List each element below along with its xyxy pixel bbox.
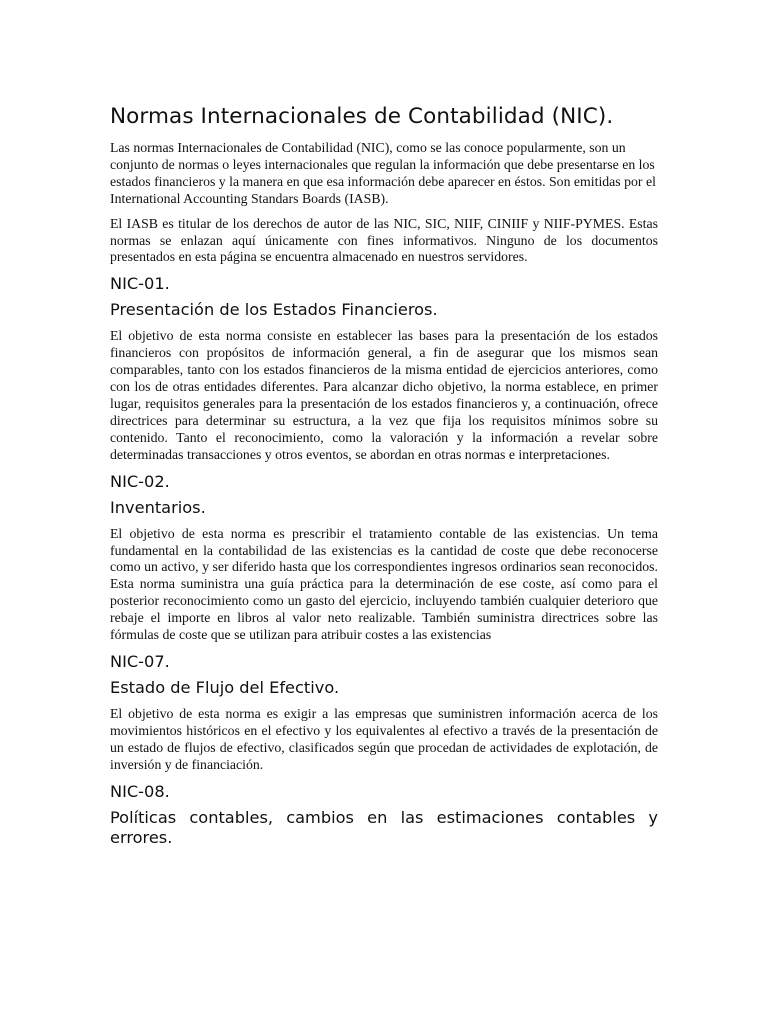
section-code: NIC-08. [110, 781, 170, 801]
section-nic-08 [110, 782, 658, 848]
section-nic-01 [110, 274, 658, 463]
section-code: NIC-01. [110, 274, 170, 294]
section-name: Inventarios. [110, 497, 206, 517]
section-name: Políticas contables, cambios en las estimaciones contables y errores. [110, 807, 658, 847]
section-nic-02 [110, 472, 658, 644]
section-text: El objetivo de esta norma es prescribir el tratamiento contable de las existencias. Un tema fundamental en la contabilidad de las existencias es la cantidad de coste que debe reconocerse como un activo, y ser diferido hasta que los correspondientes ingresos ordinarios sean reconocidos. Esta norma suministra una guía práctica para la determinación de ese coste, así como para el posterior reconocimiento como un gasto del ejercicio, incluyendo también cualquier deterioro que rebaje el importe en libros al valor neto realizable. También suministra directrices sobre las fórmulas de coste que se utilizan para atribuir costes a las existencias [110, 525, 658, 643]
section-code: NIC-02. [110, 471, 170, 491]
document-page [110, 104, 658, 856]
section-code: NIC-07. [110, 651, 170, 671]
section-text: El objetivo de esta norma consiste en establecer las bases para la presentación de los estados financieros con propósitos de información general, a fin de asegurar que los mismos sean comparables, tanto con los estados financieros de la misma entidad de ejercicios anteriores, como con los de otras entidades diferentes. Para alcanzar dicho objetivo, la norma establece, en primer lugar, requisitos generales para la presentación de los estados financieros y, a continuación, ofrece directrices para determinar su estructura, a la vez que fija los requisitos mínimos sobre su contenido. Tanto el reconocimiento, como la valoración y la información a revelar sobre determinadas transacciones y otros eventos, se abordan en otras normas e interpretaciones. [110, 328, 658, 462]
document-title: Normas Internacionales de Contabilidad (NIC). [110, 104, 614, 129]
section-name: Presentación de los Estados Financieros. [110, 300, 438, 320]
section-text: El objetivo de esta norma es exigir a las empresas que suministren información acerca de los movimientos históricos en el efectivo y los equivalentes al efectivo a través de la presentación de un estado de flujos de efectivo, clasificados según que procedan de actividades de explotación, de inversión y de financiación. [110, 705, 658, 772]
intro-paragraph-2: El IASB es titular de los derechos de autor de las NIC, SIC, NIIF, CINIIF y NIIF-PYMES. Estas normas se enlazan aquí únicamente con fines informativos. Ninguno de los documentos presentados en esta página se encuentra almacenado en nuestros servidores. [110, 215, 658, 265]
section-nic-07 [110, 652, 658, 774]
intro-paragraph-1: Las normas Internacionales de Contabilidad (NIC), como se las conoce popularmente, son un conjunto de normas o leyes internacionales que regulan la información que debe presentarse en los estados financieros y la manera en que esa información debe aparecer en éstos. Son emitidas por el International Accounting Standars Boards (IASB). [110, 140, 656, 206]
section-name: Estado de Flujo del Efectivo. [110, 677, 340, 697]
